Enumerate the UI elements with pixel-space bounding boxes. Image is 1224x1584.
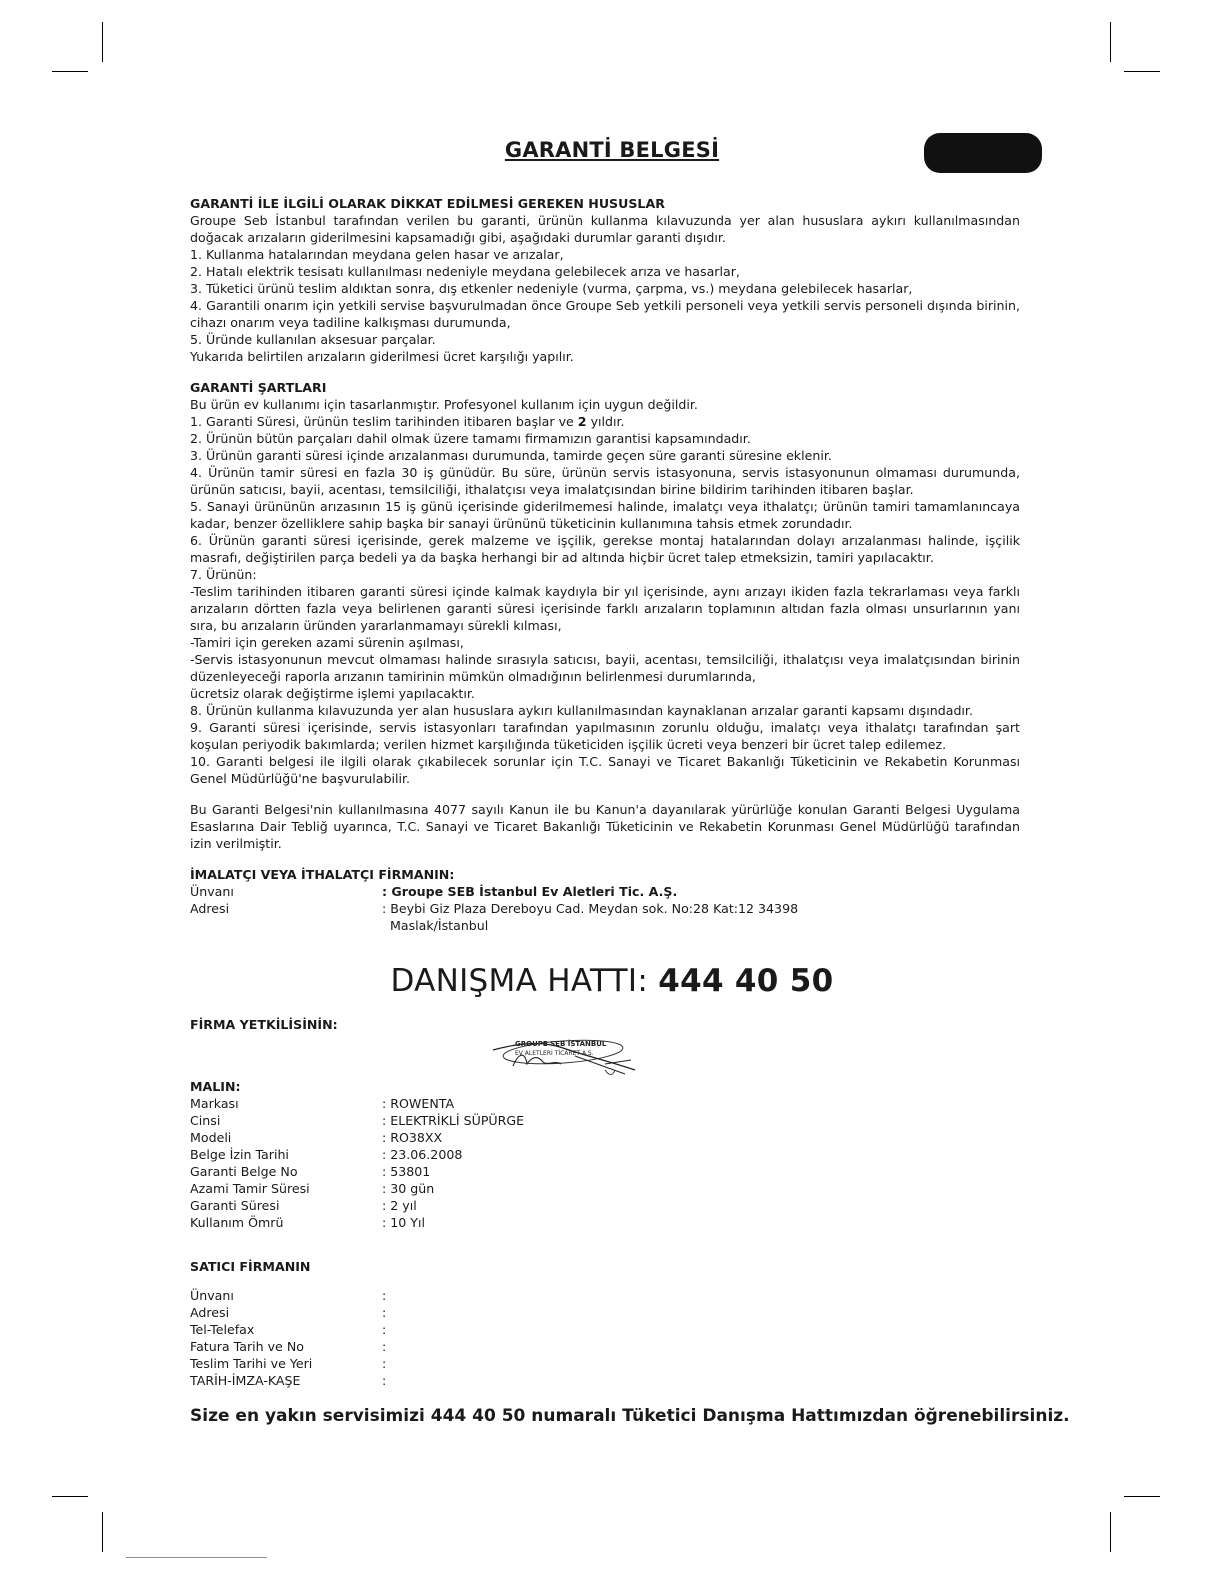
manufacturer-title-row: Ünvanı : Groupe SEB İstanbul Ev Aletleri Tic. A.Ş. xyxy=(190,884,678,899)
list-item: 4. Garantili onarım için yetkili servise başvurulmadan önce Groupe Seb yetkili personeli veya yetkili servis personeli dışında birinin, cihazı onarım veya tadiline kalkışması durumunda, xyxy=(190,298,1020,330)
list-item: 9. Garanti süresi içerisinde, servis istasyonları tarafından yapılmasının zorunlu olduğu, imalatçı veya ithalatçı tarafından şart koşulan periyodik bakımlarda; verilen hizmet karşılığında tüketiciden işçilik ücreti veya benzeri bir ücret talep edilemez. xyxy=(190,720,1020,752)
section-heading: GARANTİ ŞARTLARI xyxy=(190,380,327,395)
seller-section xyxy=(190,1258,1020,1389)
footer-note: Size en yakın servisimizi 444 40 50 numaralı Tüketici Danışma Hattımızdan öğrenebilirsiniz. xyxy=(190,1406,1070,1426)
goods-row: Garanti Süresi : 2 yıl xyxy=(190,1198,417,1213)
goods-heading: MALIN: xyxy=(190,1079,241,1094)
seller-row: Adresi : xyxy=(190,1305,387,1320)
crop-mark xyxy=(1110,1512,1111,1552)
list-item: -Teslim tarihinden itibaren garanti süresi içinde kalmak kaydıyla bir yıl içerisinde, aynı arızayı ikiden fazla tekrarlaması veya farklı arızaların dörtten fazla veya belirlenen garanti süresi içerisinde farklı arızaların toplamının altıdan fazla olması unsurlarının yanı sıra, bu arızaların üründen yararlanmamayı sürekli kılması, xyxy=(190,584,1020,633)
list-item: -Servis istasyonunun mevcut olmaması halinde sırasıyla satıcısı, bayii, acentası, temsilciliği, ithalatçısı veya imalatçısından birinin düzenleyeceği raporla arızanın tamirinin mümkün olmadığının belirlenmesi durumlarında, xyxy=(190,652,1020,684)
link-underline xyxy=(126,1557,267,1558)
goods-row: Garanti Belge No : 53801 xyxy=(190,1164,431,1179)
list-item: 1. Garanti Süresi, ürünün teslim tarihinden itibaren başlar ve 2 yıldır. xyxy=(190,414,625,429)
document-body xyxy=(190,195,1020,934)
list-item: 7. Ürünün: xyxy=(190,567,257,582)
goods-row: Azami Tamir Süresi : 30 gün xyxy=(190,1181,435,1196)
manufacturer-address-row: Adresi : Beybi Giz Plaza Dereboyu Cad. Meydan sok. No:28 Kat:12 34398 xyxy=(190,901,799,916)
page-title: GARANTİ BELGESİ xyxy=(504,138,720,162)
signature-stamp xyxy=(485,1030,645,1080)
list-item: ücretsiz olarak değiştirme işlemi yapılacaktır. xyxy=(190,686,475,701)
list-item: 2. Hatalı elektrik tesisatı kullanılması nedeniyle meydana gelebilecek arıza ve hasarlar, xyxy=(190,264,740,279)
section-heading: GARANTİ İLE İLGİLİ OLARAK DİKKAT EDİLMESİ GEREKEN HUSUSLAR xyxy=(190,196,665,211)
crop-mark xyxy=(1124,1496,1160,1497)
crop-mark xyxy=(1124,71,1160,72)
list-item: 5. Üründe kullanılan aksesuar parçalar. xyxy=(190,332,436,347)
seller-row: Fatura Tarih ve No : xyxy=(190,1339,387,1354)
crop-mark xyxy=(1110,22,1111,62)
crop-mark xyxy=(52,1496,88,1497)
list-item: 3. Ürünün garanti süresi içinde arızalanması durumunda, tamirde geçen süre garanti süresine eklenir. xyxy=(190,448,832,463)
goods-row: Markası : ROWENTA xyxy=(190,1096,455,1111)
svg-text:GROUPE SEB İSTANBUL: GROUPE SEB İSTANBUL xyxy=(515,1040,607,1048)
seller-heading: SATICI FİRMANIN xyxy=(190,1259,311,1274)
seller-row: Tel-Telefax : xyxy=(190,1322,387,1337)
list-item: 8. Ürünün kullanma kılavuzunda yer alan hususlara aykırı kullanılmasından kaynaklanan arızalar garanti kapsamı dışındadır. xyxy=(190,703,973,718)
hotline: DANIŞMA HATTI: 444 40 50 xyxy=(390,963,834,999)
manufacturer-address-row-2: Maslak/İstanbul xyxy=(390,918,489,933)
goods-row: Kullanım Ömrü : 10 Yıl xyxy=(190,1215,425,1230)
paragraph: Groupe Seb İstanbul tarafından verilen bu garanti, ürünün kullanma kılavuzunda yer alan hususlara aykırı kullanılmasından doğacak arızaların giderilmesini kapsamadığı gibi, aşağıdaki durumlar garanti dışıdır. xyxy=(190,213,1020,245)
list-item: -Tamiri için gereken azami sürenin aşılması, xyxy=(190,635,464,650)
seller-row: TARİH-İMZA-KAŞE : xyxy=(190,1373,387,1388)
list-item: 3. Tüketici ürünü teslim aldıktan sonra, dış etkenler nedeniyle (vurma, çarpma, vs.) meydana gelebilecek hasarlar, xyxy=(190,281,913,296)
goods-row: Cinsi : ELEKTRİKLİ SÜPÜRGE xyxy=(190,1113,525,1128)
seller-row: Teslim Tarihi ve Yeri : xyxy=(190,1356,387,1371)
manufacturer-heading: İMALATÇI VEYA İTHALATÇI FİRMANIN: xyxy=(190,867,455,882)
goods-row: Belge İzin Tarihi : 23.06.2008 xyxy=(190,1147,463,1162)
svg-text:EV ALETLERİ TİCARET A.Ş.: EV ALETLERİ TİCARET A.Ş. xyxy=(515,1050,594,1057)
list-item: 4. Ürünün tamir süresi en fazla 30 iş günüdür. Bu süre, ürünün servis istasyonuna, servis istasyonunun olmaması durumunda, ürünün satıcısı, bayii, acentası, temsilciliği, ithalatçısı veya imalatçısından birine bildirim tarihinden itibaren başlar. xyxy=(190,465,1020,497)
authorized-heading: FİRMA YETKİLİSİNİN: xyxy=(190,1017,338,1032)
crop-mark xyxy=(52,71,88,72)
paragraph: Yukarıda belirtilen arızaların giderilmesi ücret karşılığı yapılır. xyxy=(190,349,574,364)
list-item: 10. Garanti belgesi ile ilgili olarak çıkabilecek sorunlar için T.C. Sanayi ve Ticaret Bakanlığı Tüketicinin ve Rekabetin Korunması Genel Müdürlüğü'ne başvurulabilir. xyxy=(190,754,1020,786)
crop-mark xyxy=(102,1512,103,1552)
paragraph: Bu ürün ev kullanımı için tasarlanmıştır. Profesyonel kullanım için uygun değildir. xyxy=(190,397,698,412)
goods-row: Modeli : RO38XX xyxy=(190,1130,443,1145)
seller-row: Ünvanı : xyxy=(190,1288,387,1303)
goods-section xyxy=(190,1078,1020,1231)
crop-mark xyxy=(102,22,103,62)
list-item: 1. Kullanma hatalarından meydana gelen hasar ve arızalar, xyxy=(190,247,564,262)
list-item: 5. Sanayi ürününün arızasının 15 iş günü içerisinde giderilmemesi halinde, imalatçı veya ithalatçı; ürünün tamiri tamamlanıncaya kadar, benzer özelliklere sahip başka bir sanayi ürününü tüketicinin kullanımına tahsis etmek zorundadır. xyxy=(190,499,1020,531)
list-item: 6. Ürünün garanti süresi içerisinde, gerek malzeme ve işçilik, gerekse montaj hatalarından dolayı arızalanması halinde, işçilik masrafı, değiştirilen parça bedeli ya da başka herhangi bir ad altında hiçbir ücret talep etmeksizin, tamiri yapılacaktır. xyxy=(190,533,1020,565)
list-item: 2. Ürünün bütün parçaları dahil olmak üzere tamamı firmamızın garantisi kapsamındadır. xyxy=(190,431,751,446)
legal-paragraph: Bu Garanti Belgesi'nin kullanılmasına 4077 sayılı Kanun ile bu Kanun'a dayanılarak yürürlüğe konulan Garanti Belgesi Uygulama Esaslarına Dair Tebliğ uyarınca, T.C. Sanayi ve Ticaret Bakanlığı Tüketicinin ve Rekabetin Korunması Genel Müdürlüğü tarafından izin verilmiştir. xyxy=(190,802,1020,851)
